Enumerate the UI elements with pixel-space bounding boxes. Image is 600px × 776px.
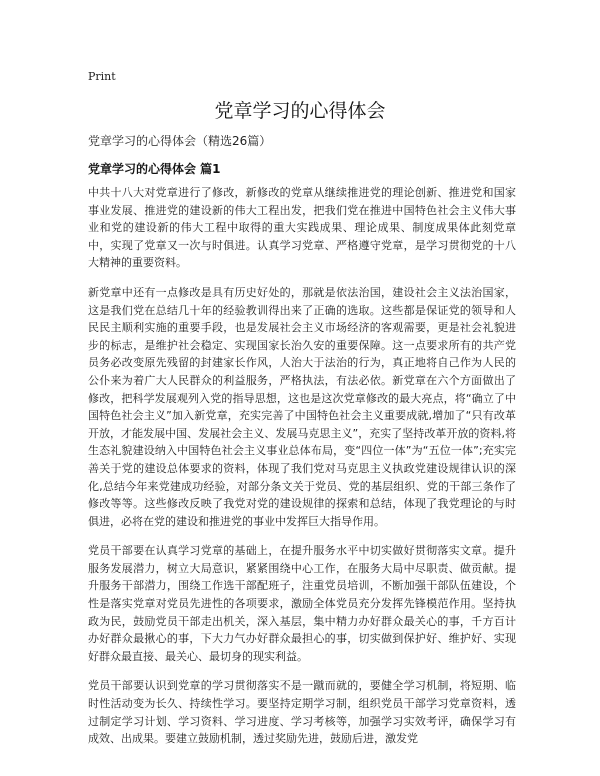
print-link[interactable]: Print (88, 70, 116, 83)
section-heading: 党章学习的心得体会 篇1 (88, 162, 221, 176)
paragraph: 中共十八大对党章进行了修改，新修改的党章从继续推进党的理论创新、推进党和国家事业发展、推进党的建设新的伟大工程出发，把我们党在推进中国特色社会主义伟大事业和党的建设新的伟大工程中取得的重大实践成果、理论成果、制度成果体此刻党章中，实现了党章又一次与时俱进。认真学习党章、严格遵守党章，是学习贯彻党的十八大精神的重要资料。 (88, 186, 516, 270)
document-subtitle: 党章学习的心得体会（精选26篇） (88, 134, 272, 148)
document-title: 党章学习的心得体会 (214, 100, 386, 122)
paragraph: 新党章中还有一点修改是具有历史好处的，那就是依法治国，建设社会主义法治国家，这是我们党在总结几十年的经验教训得出来了正确的选取。这些都是保证党的领导和人民民主顺利实施的重要手段，也是发展社会主义市场经济的客观需要，更是社会礼貌进步的标志，是维护社会稳定、实现国家长治久安的重要保障。这一点要求所有的共产党员务必改变原先残留的封建家长作风，人治大于法治的行为，真正地将自己作为人民的公仆来为着广大人民群众的利益服务，严格执法，有法必依。新党章在六个方面做出了修改，把科学发展观列入党的指导思想，这也是这次党章修改的最大亮点，将“确立了中国特色社会主义”加入新党章，充实完善了中国特色社会主义重要成就,增加了“只有改革开放，才能发展中国、发展社会主义、发展马克思主义”，充实了坚持改革开放的资料,将生态礼貌建设纳入中国特色社会主义事业总体布局，变“四位一体”为“五位一体”;充实完善关于党的建设总体要求的资料，体现了我们党对马克思主义执政党建设规律认识的深化,总结今年来党建成功经验，对部分条文关于党员、党的基层组织、党的干部三条作了修改等等。这些修改反映了我党对党的建设规律的探索和总结，体现了我党理论的与时俱进，必将在党的建设和推进党的事业中发挥巨大指导作用。 (88, 285, 516, 528)
paragraph: 党员干部要在认真学习党章的基础上，在提升服务水平中切实做好贯彻落实文章。提升服务发展潜力，树立大局意识，紧紧围绕中心工作，在服务大局中尽职责、做贡献。提升服务干部潜力，围绕工作选干部配班子，注重党员培训，不断加强干部队伍建设，个性是落实党章对党员先进性的各项要求，激励全体党员充分发挥先锋模范作用。坚持执政为民，鼓励党员干部走出机关，深入基层，集中精力办好群众最关心的事，千方百计办好群众最揪心的事，下大力气办好群众最担心的事，切实做到保护好、维护好、实现好群众最直接、最关心、最切身的现实利益。 (88, 544, 516, 663)
paragraph: 党员干部要认识到党章的学习贯彻落实不是一蹴而就的，要健全学习机制，将短期、临时性活动变为长久、持续性学习。要坚持定期学习制，组织党员干部学习党章资料，透过制定学习计划、学习资料、学习进度、学习考核等，加强学习实效考评，确保学习有成效、出成果。要建立鼓励机制，透过奖励先进，鼓励后进，激发党 (88, 679, 516, 746)
article-body (88, 184, 516, 760)
